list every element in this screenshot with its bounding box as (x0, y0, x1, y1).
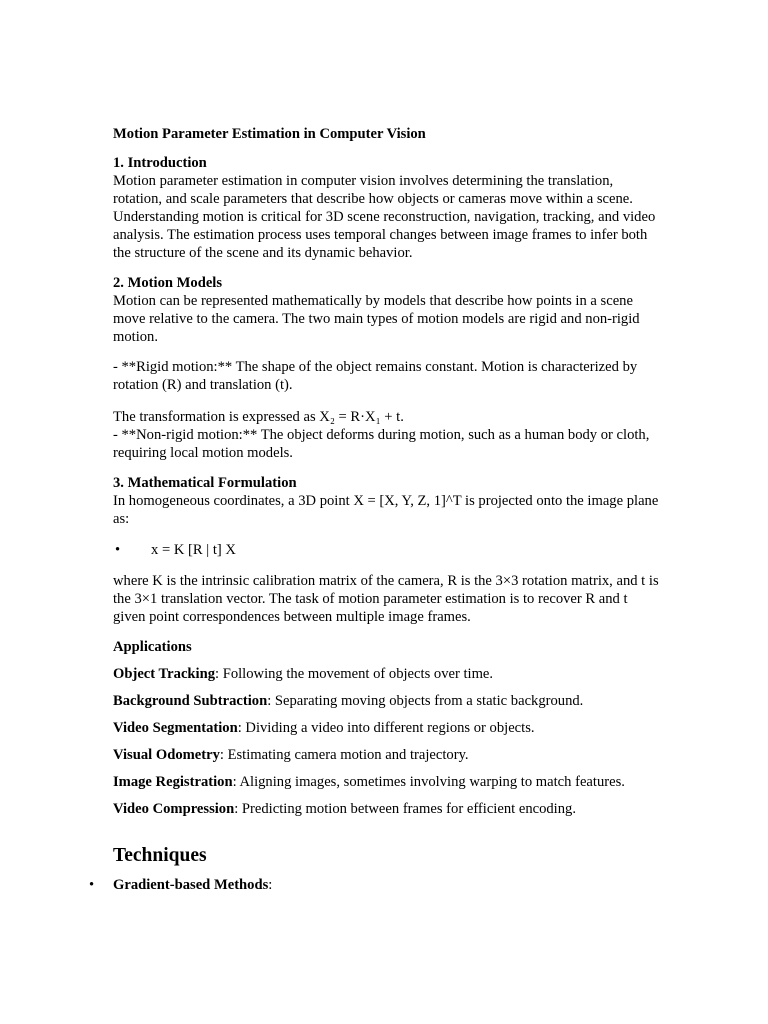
section-heading: 3. Mathematical Formulation (113, 475, 297, 491)
application-term: Video Compression (113, 801, 235, 817)
technique-term: Gradient-based Methods (113, 877, 269, 893)
section-motion-models (113, 274, 661, 462)
technique-desc: : (268, 877, 273, 893)
section-applications (113, 638, 661, 818)
application-term: Visual Odometry (113, 747, 220, 763)
application-term: Image Registration (113, 774, 233, 790)
section-paragraph: Motion can be represented mathematically by models that describe how points in a scene move relative to the camera. The two main types of motion models are rigid and non-rigid motion. (113, 293, 640, 345)
bullet-icon: • (89, 877, 95, 893)
application-item (113, 692, 661, 710)
application-desc: : Estimating camera motion and trajectory. (219, 747, 469, 763)
application-term: Video Segmentation (113, 720, 238, 736)
application-item (113, 773, 661, 791)
transformation-formula: The transformation is expressed as X₂ = R·X₁ + t. (113, 409, 404, 425)
bullet-icon: • (115, 542, 121, 558)
application-desc: : Predicting motion between frames for efficient encoding. (234, 801, 576, 817)
applications-heading: Applications (113, 639, 192, 655)
projection-formula: x = K [R | t] X (151, 542, 236, 558)
application-item (113, 719, 661, 737)
section-heading: 2. Motion Models (113, 275, 223, 291)
section-techniques (89, 844, 661, 894)
application-term: Background Subtraction (113, 693, 268, 709)
application-item (113, 800, 661, 818)
document-body (89, 125, 661, 894)
section-heading: 1. Introduction (113, 155, 207, 171)
section-mathematical-formulation (113, 474, 661, 626)
application-desc: : Dividing a video into different regions or objects. (237, 720, 535, 736)
rigid-motion-item: - **Rigid motion:** The shape of the object remains constant. Motion is characterized by rotation (R) and translation (t). (113, 359, 638, 393)
section-introduction (113, 154, 661, 262)
non-rigid-motion-item: - **Non-rigid motion:** The object deforms during motion, such as a human body or cloth, requiring local motion models. (113, 427, 650, 461)
section-paragraph: where K is the intrinsic calibration matrix of the camera, R is the 3×3 rotation matrix, and t is the 3×1 translation vector. The task of motion parameter estimation is to recover R and t given point correspondences between multiple image frames. (113, 573, 659, 625)
techniques-heading: Techniques (113, 845, 207, 866)
application-desc: : Following the movement of objects over time. (215, 666, 494, 682)
technique-item (89, 876, 661, 894)
section-paragraph: Motion parameter estimation in computer vision involves determining the translation, rotation, and scale parameters that describe how objects or cameras move within a scene. Understanding motion is critical for 3D scene reconstruction, navigation, tracking, and video analysis. The estimation process uses temporal changes between image frames to infer both the structure of the scene and its dynamic behavior. (113, 173, 656, 261)
application-desc: : Aligning images, sometimes involving warping to match features. (232, 774, 625, 790)
application-term: Object Tracking (113, 666, 216, 682)
application-desc: : Separating moving objects from a static background. (267, 693, 584, 709)
section-paragraph: In homogeneous coordinates, a 3D point X = [X, Y, Z, 1]^T is projected onto the image plane as: (113, 493, 659, 527)
application-item (113, 746, 661, 764)
application-item (113, 665, 661, 683)
formula-bullet (113, 541, 661, 559)
document-title: Motion Parameter Estimation in Computer Vision (113, 126, 426, 142)
